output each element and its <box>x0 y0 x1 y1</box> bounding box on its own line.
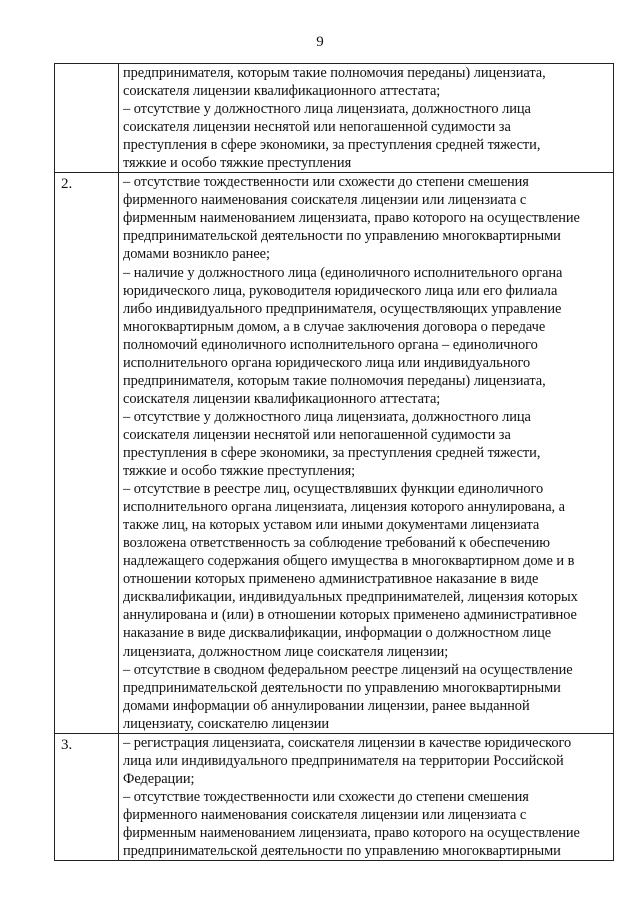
row-text-cell <box>119 64 614 173</box>
row-number-cell: 2. <box>55 173 119 733</box>
text-line: фирменным наименованием лицензиата, право которого на осуществление <box>123 824 580 841</box>
text-line: фирменного наименования соискателя лицензии или лицензиата с <box>123 806 527 823</box>
text-line: также лиц, на которых уставом или иными документами лицензиата <box>123 517 540 534</box>
table-row <box>55 733 614 860</box>
table-row <box>55 173 614 733</box>
text-line: полномочий единоличного исполнительного органа – единоличного <box>123 336 538 353</box>
text-line: предпринимательской деятельности по управлению многоквартирными <box>123 843 561 860</box>
text-line: – отсутствие у должностного лица лицензиата, должностного лица <box>123 408 531 425</box>
text-line: предпринимательской деятельности по управлению многоквартирными <box>123 228 561 245</box>
text-line: фирменным наименованием лицензиата, право которого на осуществление <box>123 210 580 227</box>
text-line: дисквалификации, индивидуальных предпринимателей, лицензия которых <box>123 589 578 606</box>
text-line: – отсутствие тождественности или схожести до степени смешения <box>123 174 529 191</box>
text-line: соискателя лицензии неснятой или непогашенной судимости за <box>123 119 511 136</box>
text-line: Федерации; <box>123 770 195 787</box>
text-line: – отсутствие в реестре лиц, осуществлявших функции единоличного <box>123 481 544 498</box>
requirements-table <box>54 63 614 861</box>
text-line: лицензиата, должностном лице соискателя лицензии; <box>123 643 449 660</box>
text-line: – наличие у должностного лица (единоличного исполнительного органа <box>123 264 563 281</box>
text-line: аннулирована и (или) в отношении которых применено административное <box>123 607 577 624</box>
row-text-cell <box>119 733 614 860</box>
text-line: тяжкие и особо тяжкие преступления; <box>123 463 356 480</box>
row-number-cell <box>55 64 119 173</box>
text-line: фирменного наименования соискателя лицензии или лицензиата с <box>123 192 527 209</box>
text-line: многоквартирным домом, а в случае заключения договора о передаче <box>123 318 546 335</box>
text-line: лицензиату, соискателю лицензии <box>123 715 329 732</box>
text-line: преступления в сфере экономики, за преступления средней тяжести, <box>123 444 541 461</box>
text-line: либо индивидуального предпринимателя, осуществляющих управление <box>123 300 562 317</box>
text-line: отношении которых применено административное наказание в виде <box>123 571 539 588</box>
text-line: юридического лица, руководителя юридического лица или его филиала <box>123 282 558 299</box>
text-line: соискателя лицензии квалификационного аттестата; <box>123 390 441 407</box>
table-row <box>55 64 614 173</box>
text-line: преступления в сфере экономики, за преступления средней тяжести, <box>123 137 541 154</box>
text-line: лица или индивидуального предпринимателя на территории Российской <box>123 752 564 769</box>
text-line: – отсутствие тождественности или схожести до степени смешения <box>123 788 529 805</box>
text-line: предпринимательской деятельности по управлению многоквартирными <box>123 679 561 696</box>
text-line: – регистрация лицензиата, соискателя лицензии в качестве юридического <box>123 734 572 751</box>
text-line: домами возникло ранее; <box>123 246 270 263</box>
text-line: домами информации об аннулировании лицензии, ранее выданной <box>123 697 530 714</box>
text-line: наказание в виде дисквалификации, информации о должностном лице <box>123 625 552 642</box>
text-line: предпринимателя, которым такие полномочия переданы) лицензиата, <box>123 65 546 81</box>
text-line: – отсутствие в сводном федеральном реестре лицензий на осуществление <box>123 661 573 678</box>
text-line: возложена ответственность за соблюдение требований к обеспечению <box>123 535 550 552</box>
text-line: предпринимателя, которым такие полномочия переданы) лицензиата, <box>123 372 546 389</box>
page-number: 9 <box>316 34 324 50</box>
text-line: соискателя лицензии квалификационного аттестата; <box>123 83 441 100</box>
text-line: соискателя лицензии неснятой или непогашенной судимости за <box>123 426 511 443</box>
text-line: исполнительного органа лицензиата, лицензия которого аннулирована, а <box>123 499 565 516</box>
text-line: надлежащего содержания общего имущества в многоквартирном доме и в <box>123 553 575 570</box>
text-line: – отсутствие у должностного лица лицензиата, должностного лица <box>123 101 531 118</box>
row-text-cell <box>119 173 614 733</box>
text-line: тяжкие и особо тяжкие преступления <box>123 155 352 172</box>
row-number-cell: 3. <box>55 733 119 860</box>
text-line: исполнительного органа юридического лица или индивидуального <box>123 354 531 371</box>
